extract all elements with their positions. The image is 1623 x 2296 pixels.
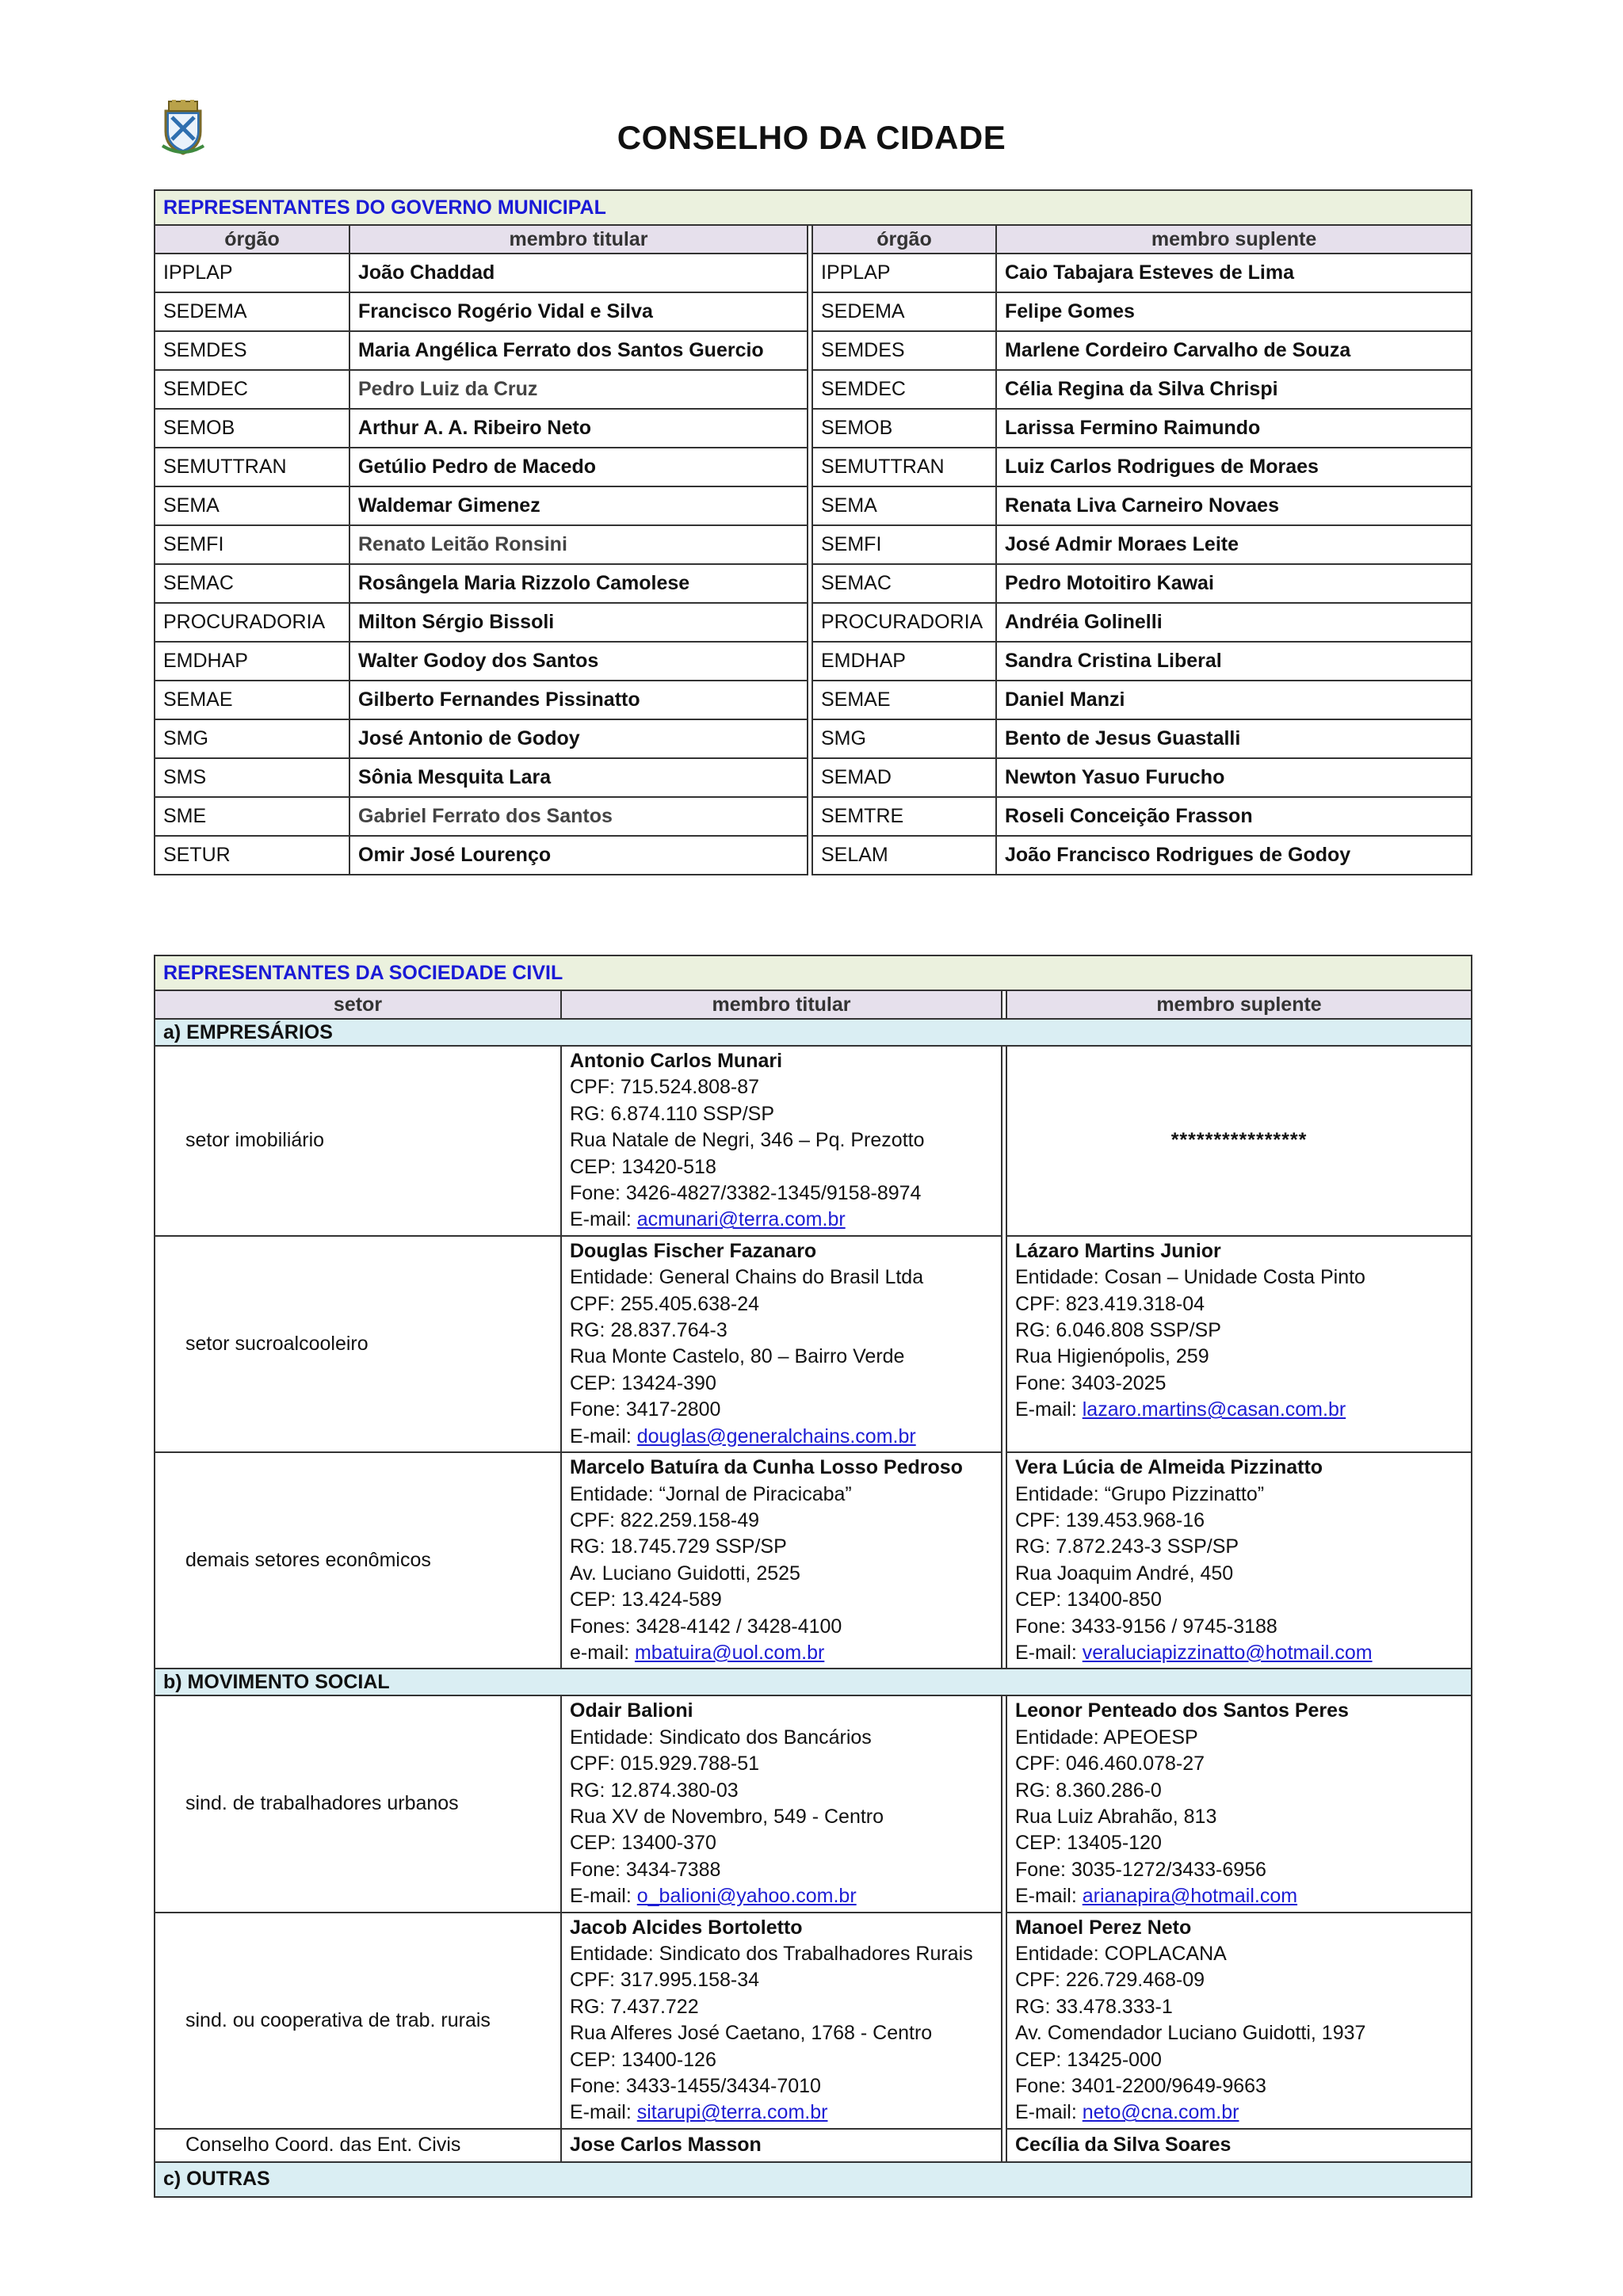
setor-cell: sind. de trabalhadores urbanos: [155, 1695, 561, 1912]
civil-section-heading: REPRESENTANTES DA SOCIEDADE CIVIL: [155, 955, 1472, 990]
government-representatives-table: [154, 189, 1472, 875]
suplente-cell: Roseli Conceição Frasson: [996, 797, 1472, 836]
table-row: [155, 448, 1472, 486]
suplente-cell: Newton Yasuo Furucho: [996, 758, 1472, 797]
table-row: [155, 1046, 1472, 1236]
setor-cell: setor imobiliário: [155, 1046, 561, 1236]
org-cell: SMS: [155, 758, 349, 797]
titular-cell: Renato Leitão Ronsini: [349, 525, 808, 564]
titular-cell: Maria Angélica Ferrato dos Santos Guercio: [349, 331, 808, 370]
titular-cell: Waldemar Gimenez: [349, 486, 808, 525]
table-row: [155, 486, 1472, 525]
org-cell: SEMAC: [812, 564, 996, 603]
org-cell: SEMA: [155, 486, 349, 525]
subsection-empresarios: a) EMPRESÁRIOS: [155, 1019, 1472, 1046]
email-link[interactable]: lazaro.martins@casan.com.br: [1082, 1398, 1346, 1421]
table-row: [155, 564, 1472, 603]
table-row: [155, 1452, 1472, 1669]
column-header: membro suplente: [996, 225, 1472, 254]
email-link[interactable]: veraluciapizzinatto@hotmail.com: [1082, 1641, 1373, 1664]
suplente-cell: Felipe Gomes: [996, 292, 1472, 331]
org-cell: PROCURADORIA: [812, 603, 996, 642]
org-cell: PROCURADORIA: [155, 603, 349, 642]
titular-cell: Pedro Luiz da Cruz: [349, 370, 808, 409]
suplente-cell: Marlene Cordeiro Carvalho de Souza: [996, 331, 1472, 370]
org-cell: SMG: [812, 719, 996, 758]
titular-cell: João Chaddad: [349, 254, 808, 292]
suplente-cell: Renata Liva Carneiro Novaes: [996, 486, 1472, 525]
titular-cell: Douglas Fischer Fazanaro Entidade: General Chains do Brasil Ltda CPF: 255.405.638-24 RG: 28.837.764-3 Rua Monte Castelo, 80 – Bairro Verde CEP: 13424-390 Fone: 3417-2800 E-mail: douglas@generalchains.com.br: [561, 1236, 1002, 1452]
org-cell: SEMAE: [812, 681, 996, 719]
setor-cell: setor sucroalcooleiro: [155, 1236, 561, 1452]
table-row: [155, 603, 1472, 642]
subsection-movimento-social: b) MOVIMENTO SOCIAL: [155, 1669, 1472, 1695]
titular-cell: Jacob Alcides Bortoletto Entidade: Sindicato dos Trabalhadores Rurais CPF: 317.995.158-34 RG: 7.437.722 Rua Alferes José Caetano, 1768 - Centro CEP: 13400-126 Fone: 3433-1455/3434-7010 E-mail: sitarupi@terra.com.br: [561, 1913, 1002, 2129]
titular-cell: Gilberto Fernandes Pissinatto: [349, 681, 808, 719]
table-row: [155, 525, 1472, 564]
titular-cell: Antonio Carlos Munari CPF: 715.524.808-87 RG: 6.874.110 SSP/SP Rua Natale de Negri, 346 – Pq. Prezotto CEP: 13420-518 Fone: 3426-4827/3382-1345/9158-8974 E-mail: acmunari@terra.com.br: [561, 1046, 1002, 1236]
org-cell: SEMAC: [155, 564, 349, 603]
org-cell: SEMDEC: [812, 370, 996, 409]
org-cell: SETUR: [155, 836, 349, 875]
org-cell: SEMOB: [812, 409, 996, 448]
column-header: órgão: [812, 225, 996, 254]
org-cell: SEDEMA: [155, 292, 349, 331]
email-link[interactable]: o_balioni@yahoo.com.br: [636, 1885, 857, 1908]
email-link[interactable]: mbatuira@uol.com.br: [634, 1641, 825, 1664]
org-cell: SEMTRE: [812, 797, 996, 836]
table-row: [155, 2129, 1472, 2162]
suplente-cell: Caio Tabajara Esteves de Lima: [996, 254, 1472, 292]
org-cell: SEMAD: [812, 758, 996, 797]
table-row: [155, 1236, 1472, 1452]
government-section-heading: REPRESENTANTES DO GOVERNO MUNICIPAL: [155, 190, 1472, 225]
org-cell: EMDHAP: [812, 642, 996, 681]
suplente-cell: José Admir Moraes Leite: [996, 525, 1472, 564]
setor-cell: demais setores econômicos: [155, 1452, 561, 1669]
column-header: membro titular: [349, 225, 808, 254]
table-row: [155, 254, 1472, 292]
table-row: [155, 797, 1472, 836]
titular-cell: Milton Sérgio Bissoli: [349, 603, 808, 642]
org-cell: IPPLAP: [155, 254, 349, 292]
org-cell: SEMOB: [155, 409, 349, 448]
suplente-cell: Bento de Jesus Guastalli: [996, 719, 1472, 758]
suplente-cell: Célia Regina da Silva Chrispi: [996, 370, 1472, 409]
titular-cell: José Antonio de Godoy: [349, 719, 808, 758]
titular-cell: Marcelo Batuíra da Cunha Losso Pedroso Entidade: “Jornal de Piracicaba” CPF: 822.259.158-49 RG: 18.745.729 SSP/SP Av. Luciano Guidotti, 2525 CEP: 13.424-589 Fones: 3428-4142 / 3428-4100 e-mail: mbatuira@uol.com.br: [561, 1452, 1002, 1669]
titular-cell: Rosângela Maria Rizzolo Camolese: [349, 564, 808, 603]
suplente-cell: Luiz Carlos Rodrigues de Moraes: [996, 448, 1472, 486]
org-cell: SMG: [155, 719, 349, 758]
email-link[interactable]: sitarupi@terra.com.br: [636, 2101, 828, 2124]
subsection-outras: c) OUTRAS: [155, 2162, 1472, 2197]
titular-cell: Sônia Mesquita Lara: [349, 758, 808, 797]
table-row: [155, 836, 1472, 875]
suplente-cell: Lázaro Martins Junior Entidade: Cosan – Unidade Costa Pinto CPF: 823.419.318-04 RG: 6.046.808 SSP/SP Rua Higienópolis, 259 Fone: 3403-2025 E-mail: lazaro.martins@casan.com.br: [1006, 1236, 1472, 1452]
titular-cell: Odair Balioni Entidade: Sindicato dos Bancários CPF: 015.929.788-51 RG: 12.874.380-03 Rua XV de Novembro, 549 - Centro CEP: 13400-370 Fone: 3434-7388 E-mail: o_balioni@yahoo.com.br: [561, 1695, 1002, 1912]
table-row: [155, 331, 1472, 370]
suplente-cell: Pedro Motoitiro Kawai: [996, 564, 1472, 603]
page-title: CONSELHO DA CIDADE: [617, 119, 1006, 156]
suplente-cell: Daniel Manzi: [996, 681, 1472, 719]
table-row: [155, 409, 1472, 448]
table-row: [155, 719, 1472, 758]
civil-society-representatives-table: [154, 955, 1472, 2198]
email-link[interactable]: douglas@generalchains.com.br: [636, 1425, 916, 1447]
org-cell: SME: [155, 797, 349, 836]
table-row: [155, 681, 1472, 719]
column-header: membro titular: [561, 990, 1002, 1019]
titular-cell: Arthur A. A. Ribeiro Neto: [349, 409, 808, 448]
table-row: [155, 1695, 1472, 1912]
org-cell: SEMA: [812, 486, 996, 525]
column-header: setor: [155, 990, 561, 1019]
org-cell: SEDEMA: [812, 292, 996, 331]
org-cell: SEMFI: [155, 525, 349, 564]
titular-cell: Francisco Rogério Vidal e Silva: [349, 292, 808, 331]
suplente-cell: Cecília da Silva Soares: [1006, 2129, 1472, 2162]
org-cell: SEMDEC: [155, 370, 349, 409]
suplente-cell: Vera Lúcia de Almeida Pizzinatto Entidade: “Grupo Pizzinatto” CPF: 139.453.968-16 RG: 7.872.243-3 SSP/SP Rua Joaquim André, 450 CEP: 13400-850 Fone: 3433-9156 / 9745-3188 E-mail: veraluciapizzinatto@hotmail.com: [1006, 1452, 1472, 1669]
table-row: [155, 1913, 1472, 2129]
org-cell: SELAM: [812, 836, 996, 875]
suplente-cell: João Francisco Rodrigues de Godoy: [996, 836, 1472, 875]
suplente-cell: Leonor Penteado dos Santos Peres Entidade: APEOESP CPF: 046.460.078-27 RG: 8.360.286-0 Rua Luiz Abrahão, 813 CEP: 13405-120 Fone: 3035-1272/3433-6956 E-mail: arianapira@hotmail.com: [1006, 1695, 1472, 1912]
org-cell: EMDHAP: [155, 642, 349, 681]
table-row: [155, 758, 1472, 797]
column-header: órgão: [155, 225, 349, 254]
table-row: [155, 642, 1472, 681]
email-link[interactable]: arianapira@hotmail.com: [1082, 1885, 1298, 1908]
suplente-cell: Larissa Fermino Raimundo: [996, 409, 1472, 448]
org-cell: SEMDES: [155, 331, 349, 370]
table-row: [155, 370, 1472, 409]
setor-cell: sind. ou cooperativa de trab. rurais: [155, 1913, 561, 2129]
email-link[interactable]: neto@cna.com.br: [1082, 2101, 1239, 2124]
table-row: [155, 292, 1472, 331]
column-header: membro suplente: [1006, 990, 1472, 1019]
suplente-cell: ****************: [1006, 1046, 1472, 1236]
org-cell: IPPLAP: [812, 254, 996, 292]
titular-cell: Gabriel Ferrato dos Santos: [349, 797, 808, 836]
titular-cell: Omir José Lourenço: [349, 836, 808, 875]
org-cell: SEMAE: [155, 681, 349, 719]
org-cell: SEMUTTRAN: [812, 448, 996, 486]
suplente-cell: Sandra Cristina Liberal: [996, 642, 1472, 681]
titular-cell: Walter Godoy dos Santos: [349, 642, 808, 681]
suplente-cell: Manoel Perez Neto Entidade: COPLACANA CPF: 226.729.468-09 RG: 33.478.333-1 Av. Comendador Luciano Guidotti, 1937 CEP: 13425-000 Fone: 3401-2200/9649-9663 E-mail: neto@cna.com.br: [1006, 1913, 1472, 2129]
org-cell: SEMUTTRAN: [155, 448, 349, 486]
setor-cell: Conselho Coord. das Ent. Civis: [155, 2129, 561, 2162]
titular-cell: Jose Carlos Masson: [561, 2129, 1002, 2162]
suplente-cell: Andréia Golinelli: [996, 603, 1472, 642]
org-cell: SEMDES: [812, 331, 996, 370]
email-link[interactable]: acmunari@terra.com.br: [636, 1208, 846, 1231]
titular-cell: Getúlio Pedro de Macedo: [349, 448, 808, 486]
org-cell: SEMFI: [812, 525, 996, 564]
